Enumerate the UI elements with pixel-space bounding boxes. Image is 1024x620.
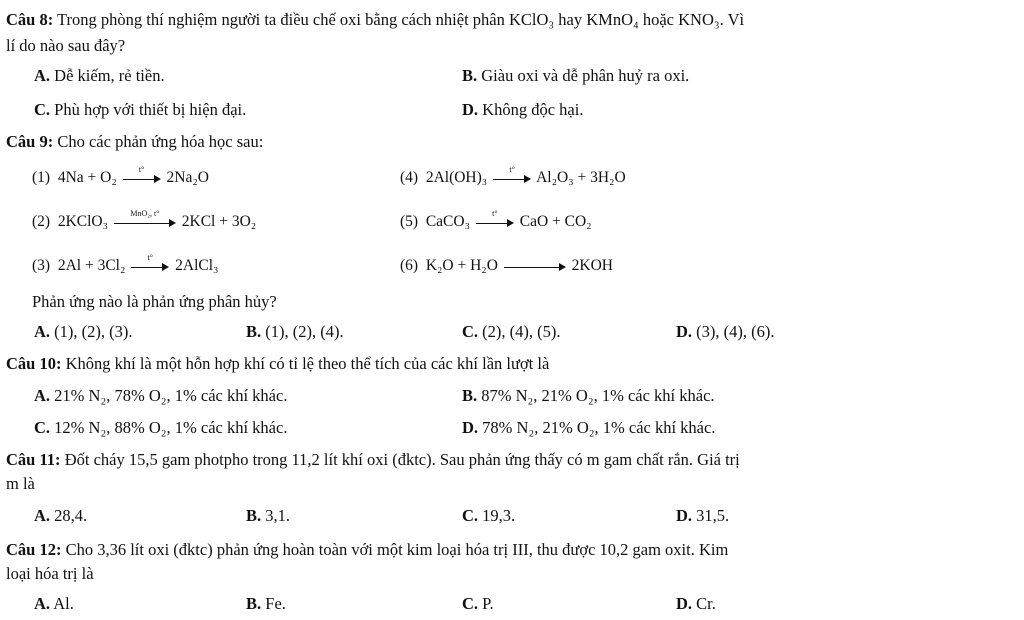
q9-option-b[interactable]: B. (1), (2), (4). (246, 322, 344, 341)
reaction-4: (4) 2Al(OH)₃ t° Al₂O₃ + 3H₂O (400, 165, 626, 186)
q11-line1 (6, 450, 740, 470)
q10-option-c[interactable]: C. 12% N₂, 88% O₂, 1% các khí khác. (34, 418, 288, 437)
q11-option-c[interactable]: C. 19,3. (462, 506, 516, 525)
q8-option-d[interactable]: D. Không độc hại. (462, 100, 584, 119)
q8-text2: lí do nào sau đây? (6, 36, 126, 55)
q11-label: Câu 11: (6, 450, 61, 469)
reaction-5: (5) CaCO₃ t° CaO + CO₂ (400, 209, 592, 230)
reaction-arrow-icon: MnO₂, t° (114, 215, 176, 229)
reaction-arrow-icon: t° (493, 171, 531, 185)
reaction-arrow-icon: t° (476, 215, 514, 229)
q8-line1 (6, 10, 744, 30)
reaction-3: (3) 2Al + 3Cl₂ t° 2AlCl₃ (32, 253, 219, 274)
q11-text2: m là (6, 474, 35, 493)
q12-line1 (6, 540, 728, 560)
q12-label: Câu 12: (6, 540, 62, 559)
q10-option-a[interactable]: A. 21% N₂, 78% O₂, 1% các khí khác. (34, 386, 288, 405)
q11-option-a[interactable]: A. 28,4. (34, 506, 88, 525)
q12-text2: loại hóa trị là (6, 564, 94, 583)
q11-option-b[interactable]: B. 3,1. (246, 506, 291, 525)
q9-option-a[interactable]: A. (1), (2), (3). (34, 322, 133, 341)
q12-option-c[interactable]: C. P. (462, 594, 494, 613)
q10-line1 (6, 354, 549, 374)
reaction-1: (1) 4Na + O₂ t° 2Na₂O (32, 165, 209, 186)
q11-option-d[interactable]: D. 31,5. (676, 506, 730, 525)
q9-text1: Cho các phản ứng hóa học sau: (57, 132, 264, 151)
q9-line1 (6, 132, 263, 152)
q12-option-b[interactable]: B. Fe. (246, 594, 286, 613)
reaction-arrow-icon: t° (131, 259, 169, 273)
reaction-arrow-icon: t° (123, 171, 161, 185)
q10-label: Câu 10: (6, 354, 62, 373)
q9-question: Phản ứng nào là phản ứng phân hủy? (32, 292, 277, 311)
q10-text1: Không khí là một hỗn hợp khí có tỉ lệ theo thể tích của các khí lần lượt là (65, 354, 550, 373)
q12-option-d[interactable]: D. Cr. (676, 594, 716, 613)
q12-option-a[interactable]: A. Al. (34, 594, 74, 613)
reaction-arrow-icon (504, 259, 566, 273)
reaction-2: (2) 2KClO₃ MnO₂, t° 2KCl + 3O₂ (32, 209, 257, 230)
q12-text1: Cho 3,36 lít oxi (đktc) phản ứng hoàn toàn với một kim loại hóa trị III, thu được 10,2 gam oxit. Kim (65, 540, 729, 559)
q8-option-c[interactable]: C. Phù hợp với thiết bị hiện đại. (34, 100, 247, 119)
q8-label: Câu 8: (6, 10, 54, 29)
reaction-6: (6) K₂O + H₂O 2KOH (400, 257, 613, 274)
q11-text1: Đốt cháy 15,5 gam photpho trong 11,2 lít khí oxi (đktc). Sau phản ứng thấy có m gam chất rắn. Giá trị (64, 450, 740, 469)
q8-option-b[interactable]: B. Giàu oxi và dễ phân huỷ ra oxi. (462, 66, 690, 85)
q10-option-d[interactable]: D. 78% N₂, 21% O₂, 1% các khí khác. (462, 418, 716, 437)
q9-option-d[interactable]: D. (3), (4), (6). (676, 322, 775, 341)
q10-option-b[interactable]: B. 87% N₂, 21% O₂, 1% các khí khác. (462, 386, 715, 405)
q8-text1: Trong phòng thí nghiệm người ta điều chế oxi bằng cách nhiệt phân KClO₃ hay KMnO₄ hoặc KNO₃. Vì (57, 10, 745, 29)
q9-option-c[interactable]: C. (2), (4), (5). (462, 322, 561, 341)
q9-label: Câu 9: (6, 132, 54, 151)
q8-option-a[interactable]: A. Dễ kiếm, rẻ tiền. (34, 66, 165, 85)
